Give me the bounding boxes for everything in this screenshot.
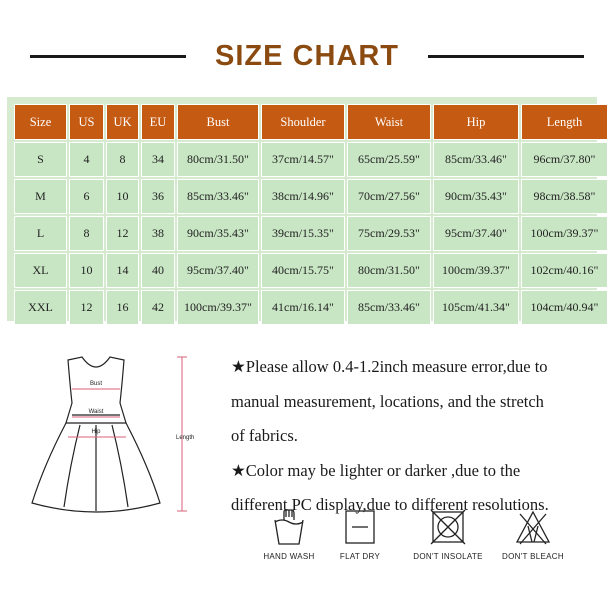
table-cell: XL (14, 253, 67, 288)
table-cell: 98cm/38.58" (521, 179, 608, 214)
care-label: FLAT DRY (339, 552, 381, 561)
header-eu: EU (141, 104, 175, 140)
table-row (14, 216, 608, 251)
dress-diagram (30, 355, 210, 515)
do-not-bleach-icon (514, 508, 552, 546)
table-cell: 16 (106, 290, 139, 325)
table-cell: 40 (141, 253, 175, 288)
header-shoulder: Shoulder (261, 104, 345, 140)
table-cell: 39cm/15.35" (261, 216, 345, 251)
flat-dry-icon (343, 508, 377, 546)
table-cell: 40cm/15.75" (261, 253, 345, 288)
table-cell: 80cm/31.50" (347, 253, 431, 288)
waist-label: Waist (88, 409, 104, 415)
note-2-line-1: ★Color may be lighter or darker ,due to the (231, 460, 521, 480)
table-cell: 36 (141, 179, 175, 214)
table-cell: 104cm/40.94" (521, 290, 608, 325)
hip-label: Hip (91, 429, 101, 435)
care-label: HAND WASH (263, 552, 315, 561)
title-bar (0, 36, 612, 76)
table-cell: 8 (106, 142, 139, 177)
table-cell: 100cm/39.37" (521, 216, 608, 251)
table-cell: 10 (69, 253, 104, 288)
table-cell: 90cm/35.43" (433, 179, 519, 214)
table-cell: 100cm/39.37" (433, 253, 519, 288)
table-cell: S (14, 142, 67, 177)
note-1-line-3: of fabrics. (231, 426, 298, 445)
table-cell: 8 (69, 216, 104, 251)
table-cell: 85cm/33.46" (177, 179, 259, 214)
table-cell: 95cm/37.40" (177, 253, 259, 288)
length-label: Length (176, 435, 195, 441)
table-cell: M (14, 179, 67, 214)
table-cell: 100cm/39.37" (177, 290, 259, 325)
care-dont-bleach (488, 508, 578, 561)
table-cell: 80cm/31.50" (177, 142, 259, 177)
table-header-row (14, 104, 608, 140)
header-length: Length (521, 104, 608, 140)
table-cell: L (14, 216, 67, 251)
header-uk: UK (106, 104, 139, 140)
table-cell: 96cm/37.80" (521, 142, 608, 177)
header-us: US (69, 104, 104, 140)
care-dont-insolate (403, 508, 493, 561)
size-table (12, 102, 610, 327)
header-hip: Hip (433, 104, 519, 140)
title-rule-left (30, 55, 186, 58)
table-cell: 38cm/14.96" (261, 179, 345, 214)
page-title: SIZE CHART (215, 40, 399, 72)
table-cell: XXL (14, 290, 67, 325)
header-bust: Bust (177, 104, 259, 140)
title-rule-right (428, 55, 584, 58)
table-cell: 70cm/27.56" (347, 179, 431, 214)
table-cell: 90cm/35.43" (177, 216, 259, 251)
table-cell: 105cm/41.34" (433, 290, 519, 325)
care-label: DON'T BLEACH (502, 552, 564, 561)
do-not-tumble-dry-icon (429, 508, 467, 546)
table-cell: 12 (106, 216, 139, 251)
table-cell: 6 (69, 179, 104, 214)
table-cell: 41cm/16.14" (261, 290, 345, 325)
note-1-line-1: ★Please allow 0.4-1.2inch measure error,due to (231, 357, 548, 376)
table-cell: 38 (141, 216, 175, 251)
table-cell: 10 (106, 179, 139, 214)
bust-label: Bust (89, 381, 103, 387)
header-waist: Waist (347, 104, 431, 140)
table-cell: 14 (106, 253, 139, 288)
table-cell: 34 (141, 142, 175, 177)
table-cell: 37cm/14.57" (261, 142, 345, 177)
table-row (14, 253, 608, 288)
table-row (14, 179, 608, 214)
table-row (14, 290, 608, 325)
care-label: DON'T INSOLATE (413, 552, 483, 561)
hand-wash-icon (272, 508, 306, 546)
table-cell: 42 (141, 290, 175, 325)
table-cell: 85cm/33.46" (433, 142, 519, 177)
table-cell: 65cm/25.59" (347, 142, 431, 177)
table-cell: 12 (69, 290, 104, 325)
care-flat-dry (315, 508, 405, 561)
note-1-line-2: manual measurement, locations, and the stretch (231, 391, 544, 411)
table-cell: 102cm/40.16" (521, 253, 608, 288)
note-2-line-2: different PC display,due to different resolutions. (231, 495, 549, 514)
table-cell: 85cm/33.46" (347, 290, 431, 325)
table-cell: 95cm/37.40" (433, 216, 519, 251)
notes (231, 350, 601, 523)
header-size: Size (14, 104, 67, 140)
table-cell: 75cm/29.53" (347, 216, 431, 251)
table-cell: 4 (69, 142, 104, 177)
table-row (14, 142, 608, 177)
